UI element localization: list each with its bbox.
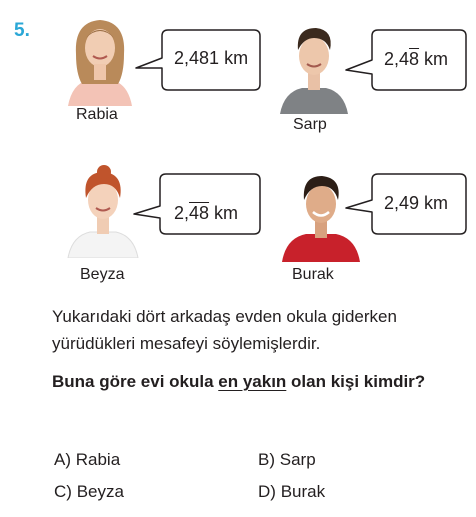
beyza-distance-unit: km xyxy=(209,203,239,223)
prompt-underlined: en yakın xyxy=(218,372,287,391)
option-a-text: Rabia xyxy=(75,450,121,469)
burak-distance xyxy=(384,193,448,214)
rabia-distance-whole: 2, xyxy=(174,48,190,68)
rabia-speech-bubble xyxy=(134,28,262,92)
question-number: 5. xyxy=(14,20,30,41)
option-b[interactable] xyxy=(258,450,316,470)
burak-distance-whole: 2, xyxy=(384,193,400,213)
option-a[interactable] xyxy=(54,450,120,470)
sarp-distance-unit: km xyxy=(419,49,449,69)
option-d[interactable] xyxy=(258,482,325,502)
burak-speech-bubble xyxy=(344,172,468,236)
option-c-letter: C) xyxy=(54,482,72,501)
option-c-text: Beyza xyxy=(76,482,124,501)
option-b-letter: B) xyxy=(258,450,275,469)
prompt-after: olan kişi kimdir? xyxy=(286,372,426,391)
sarp-speech-bubble xyxy=(344,28,468,92)
sarp-photo xyxy=(276,20,352,114)
option-a-letter: A) xyxy=(54,450,71,469)
sarp-distance-digits: 4 xyxy=(399,49,410,69)
sarp-distance-whole: 2, xyxy=(384,49,400,69)
rabia-name: Rabia xyxy=(76,106,118,123)
burak-name: Burak xyxy=(292,266,334,283)
beyza-distance-whole: 2, xyxy=(174,203,190,223)
beyza-photo xyxy=(64,164,142,258)
prompt-before: Buna göre evi okula xyxy=(52,372,219,391)
option-c[interactable] xyxy=(54,482,124,502)
rabia-distance-unit: km xyxy=(219,48,249,68)
beyza-distance xyxy=(174,203,238,224)
beyza-name: Beyza xyxy=(80,266,125,283)
rabia-distance-digits: 481 xyxy=(189,48,220,68)
sarp-distance xyxy=(384,49,448,70)
question-prompt xyxy=(52,368,472,395)
option-d-letter: D) xyxy=(258,482,276,501)
beyza-speech-bubble xyxy=(132,172,262,236)
sarp-name: Sarp xyxy=(293,116,327,133)
beyza-distance-repeating: 48 xyxy=(189,203,210,223)
burak-distance-unit: km xyxy=(419,193,449,213)
sarp-distance-repeating: 8 xyxy=(409,49,420,69)
option-b-text: Sarp xyxy=(279,450,316,469)
rabia-distance xyxy=(174,48,248,69)
burak-distance-digits: 49 xyxy=(399,193,420,213)
rabia-photo xyxy=(62,14,138,106)
question-paragraph: Yukarıdaki dört arkadaş evden okula giderken yürüdükleri mesafeyi söylemişlerdir. xyxy=(52,307,397,353)
option-d-text: Burak xyxy=(280,482,326,501)
